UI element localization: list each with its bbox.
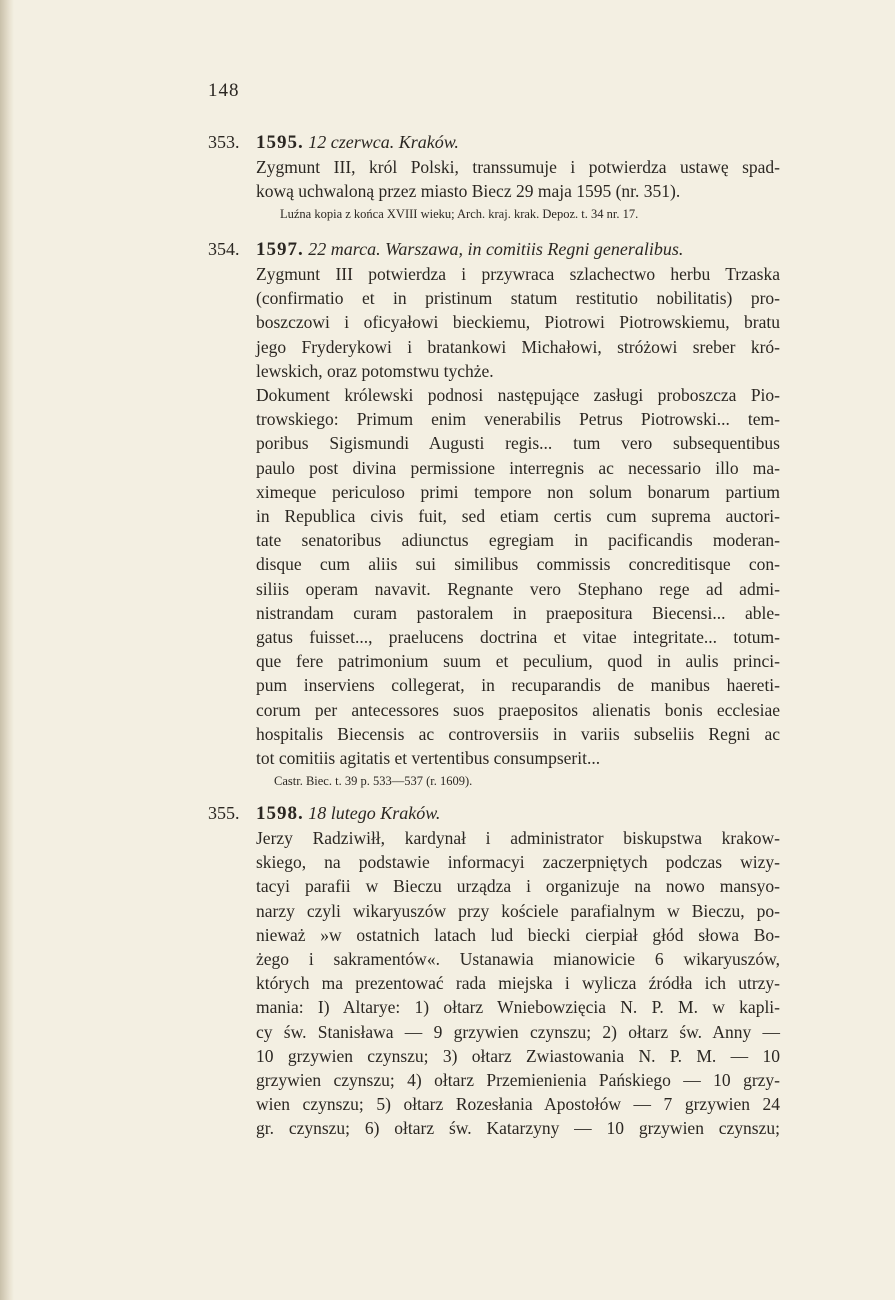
entry-year: 1595. [256, 132, 304, 153]
text-line: pum inserviens collegerat, in recuparandis de manibus haereti- [256, 675, 780, 696]
text-line: narzy czyli wikaryuszów przy kościele parafialnym w Bieczu, po- [256, 900, 780, 921]
page-number: 148 [208, 80, 240, 101]
text-line: cy św. Stanisława — 9 grzywien czynszu; 2) ołtarz św. Anny — [256, 1021, 780, 1042]
entry-header [208, 801, 780, 826]
text-line: in Republica civis fuit, sed etiam certis cum suprema auctori- [256, 506, 780, 527]
text-line: nieważ »w ostatnich latach lud biecki cierpiał głód słowa Bo- [256, 924, 780, 945]
text-line: tacyi parafii w Bieczu urządza i organizuje na nowo mansyo- [256, 876, 780, 897]
text-line: lewskich, oraz potomstwu tychże. [256, 360, 494, 381]
text-line: boszczowi i oficyałowi bieckiemu, Piotrowi Piotrowskiemu, bratu [256, 312, 780, 333]
entry-number: 354. [208, 239, 240, 259]
text-line: mania: I) Altarye: 1) ołtarz Wniebowzięcia N. P. M. w kapli- [256, 997, 780, 1018]
text-line: disque cum aliis sui similibus commissis concreditisque con- [256, 554, 780, 575]
entry-354 [208, 237, 780, 792]
entry-date-place: 12 czerwca. Kraków. [308, 132, 459, 152]
text-line: paulo post divina permissione interregnis ac necessario illo ma- [256, 457, 780, 478]
entry-355 [208, 801, 780, 1141]
entry-date-place: 18 lutego Kraków. [308, 803, 441, 823]
entry-year: 1598. [256, 803, 304, 824]
entry-number: 353. [208, 132, 240, 152]
text-line: żego i sakramentów«. Ustanawia mianowicie 6 wikaryuszów, [256, 949, 780, 970]
text-line: Dokument królewski podnosi następujące zasługi proboszcza Pio- [256, 385, 780, 406]
entry-year: 1597. [256, 239, 304, 260]
text-line: poribus Sigismundi Augusti regis... tum vero subsequentibus [256, 433, 780, 454]
text-line: 10 grzywien czynszu; 3) ołtarz Zwiastowania N. P. M. — 10 [256, 1045, 780, 1066]
text-line: corum per antecessores suos praepositos alienatis bonis ecclesiae [256, 699, 780, 720]
text-line: skiego, na podstawie informacyi zaczerpniętych podczas wizy- [256, 852, 780, 873]
text-line: Zygmunt III potwierdza i przywraca szlachectwo herbu Trzaska [256, 264, 780, 284]
entry-date-place: 22 marca. Warszawa, in comitiis Regni generalibus. [308, 239, 684, 259]
text-line: tot comitiis agitatis et vertentibus consumpserit... [256, 748, 601, 769]
source-citation: Luźna kopia z końca XVIII wieku; Arch. kraj. krak. Depoz. t. 34 nr. 17. [280, 207, 639, 222]
text-line: wien czynszu; 5) ołtarz Rozesłania Apostołów — 7 grzywien 24 [256, 1094, 780, 1115]
text-line: nistrandam curam pastoralem in praepositura Biecensi... able- [256, 602, 780, 623]
text-line: jego Fryderykowi i bratankowi Michałowi, stróżowi sreber kró- [256, 336, 780, 357]
text-line: (confirmatio et in pristinum statum restitutio nobilitatis) pro- [256, 288, 780, 309]
source-citation: Castr. Biec. t. 39 p. 533—537 (r. 1609). [274, 774, 473, 789]
text-line: hospitalis Biecensis ac controversiis in variis subseliis Regni ac [256, 723, 780, 744]
text-line: Zygmunt III, król Polski, transsumuje i potwierdza ustawę spad- [256, 157, 780, 177]
text-line: que fere patrimonium suum et peculium, quod in aulis princi- [256, 651, 780, 672]
text-line: kową uchwaloną przez miasto Biecz 29 maja 1595 (nr. 351). [256, 181, 681, 202]
text-line: Jerzy Radziwiłł, kardynał i administrator biskupstwa krakow- [256, 828, 780, 848]
page-binding-edge [0, 0, 14, 1300]
text-line: gatus fuisset..., praelucens doctrina et vitae integritate... totum- [256, 627, 780, 648]
entry-header [208, 130, 780, 155]
text-line: ximeque periculoso primi tempore non solum bonarum partium [256, 481, 780, 502]
entry-number: 355. [208, 803, 240, 823]
text-line: grzywien czynszu; 4) ołtarz Przemienienia Pańskiego — 10 grzy- [256, 1070, 780, 1091]
entry-353 [208, 130, 780, 225]
text-line: siliis operam navavit. Regnante vero Stephano rege ad admi- [256, 578, 780, 599]
text-line: trowskiego: Primum enim venerabilis Petrus Piotrowski... tem- [256, 409, 780, 430]
entry-header [208, 237, 780, 262]
text-line: których ma prezentować rada miejska i wylicza źródła ich utrzy- [256, 973, 780, 994]
text-line: tate senatoribus adiunctus egregiam in pacificandis moderan- [256, 530, 780, 551]
text-line: gr. czynszu; 6) ołtarz św. Katarzyny — 10 grzywien czynszu; [256, 1118, 780, 1139]
